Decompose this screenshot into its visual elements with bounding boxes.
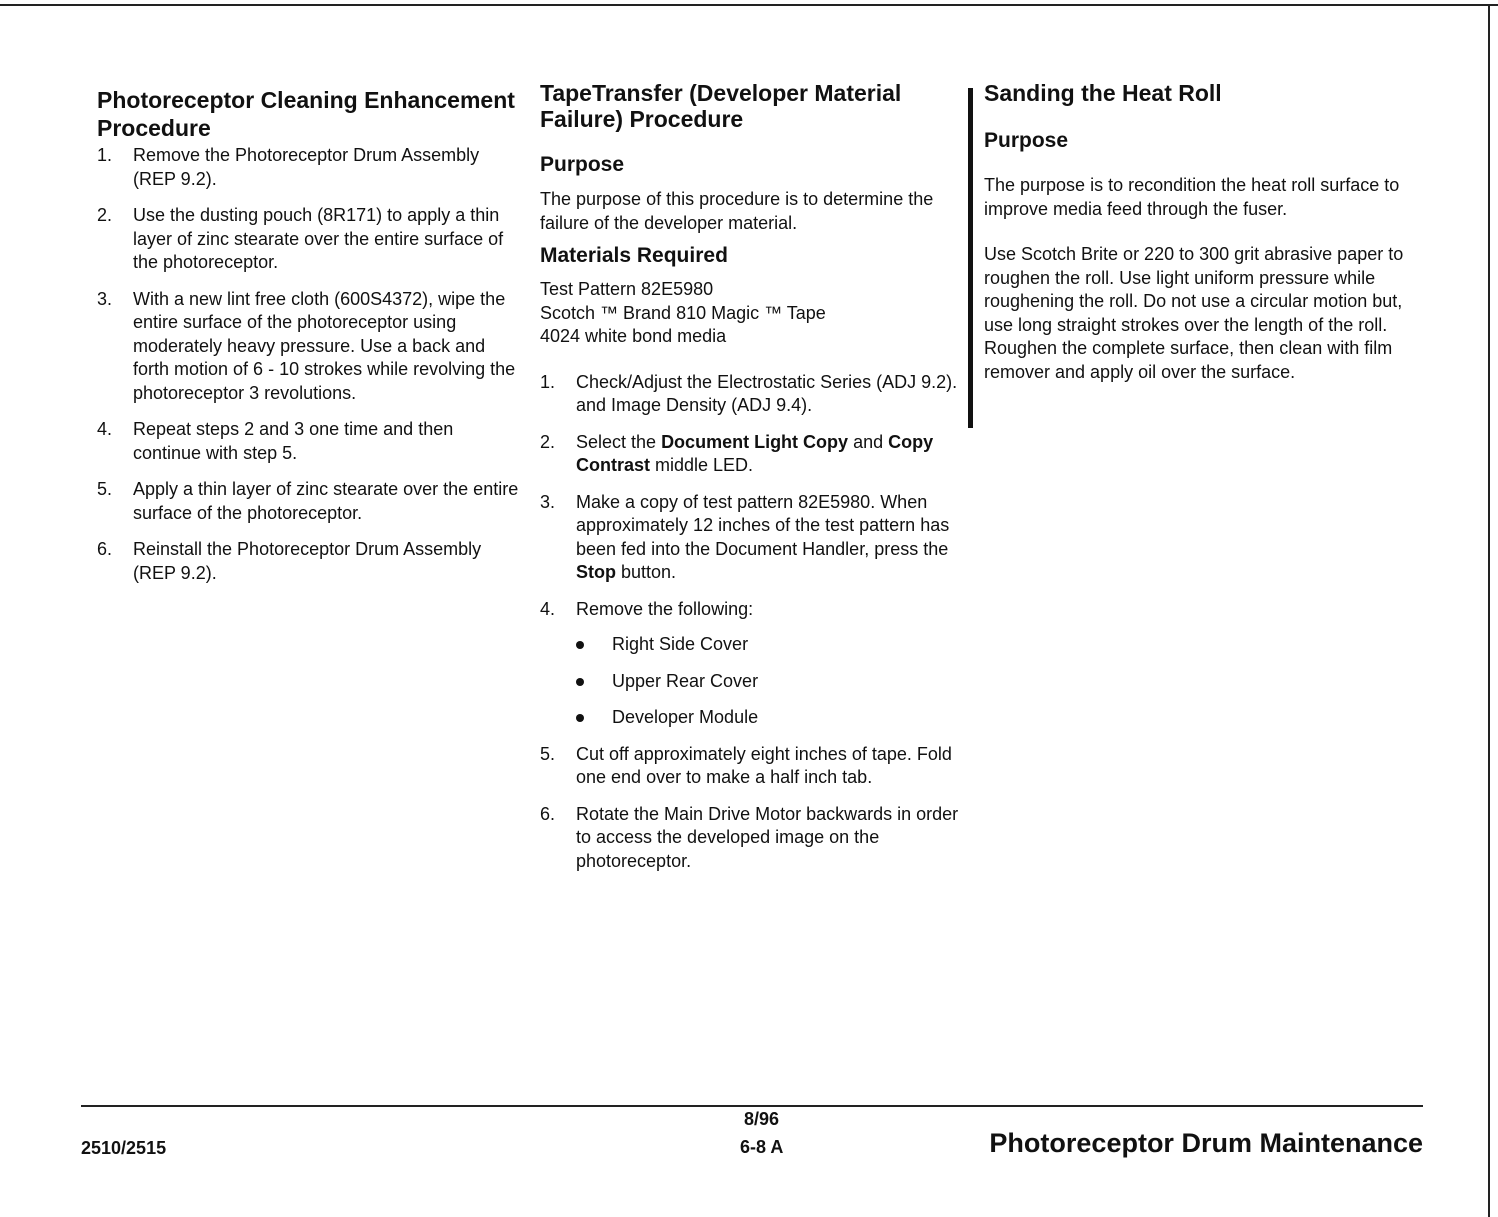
part-name: Upper Rear Cover [612,670,759,691]
tape-steps-list [540,371,960,874]
step-number: 3. [540,491,556,512]
step-text: Remove the Photoreceptor Drum Assembly (REP 9.2). [133,145,480,189]
tape-step-4 [540,598,960,730]
materials-heading: Materials Required [540,244,728,267]
stop-button-label: Stop [576,562,616,582]
step-number: 2. [540,431,556,452]
part-name: Developer Module [612,707,759,727]
step-text: Select the [576,431,662,452]
footer-section-title: Photoreceptor Drum Maintenance [989,1128,1423,1158]
tape-purpose-text: The purpose of this procedure is to determine the failure of the developer material. [540,189,934,233]
list-item [576,633,960,657]
tape-step-6 [540,803,960,874]
cleaning-step-3 [97,288,522,406]
cleaning-step-1 [97,144,522,191]
cleaning-procedure-column [97,80,522,598]
step-text: Repeat steps 2 and 3 one time and then continue with step 5. [133,419,454,463]
step-text: Remove the following: [576,598,754,619]
step-text: Make a copy of test pattern 82E5980. When approximately 12 inches of the test pattern has been fed into the Document Handler, press the [576,491,950,559]
bullet-icon [576,678,584,686]
sanding-purpose-heading: Purpose [984,129,1069,152]
cleaning-step-4 [97,418,522,465]
sanding-heat-roll-column [984,80,1414,384]
step-text: Check/Adjust the Electrostatic Series (ADJ 9.2). and Image Density (ADJ 9.4). [576,371,958,415]
step-text: Use the dusting pouch (8R171) to apply a thin layer of zinc stearate over the entire surface of the photoreceptor. [133,205,504,272]
revision-change-bar [968,88,973,428]
sanding-title: Sanding the Heat Roll [984,80,1222,106]
step-number: 1. [540,371,556,392]
cleaning-step-2 [97,204,522,275]
material-2: Scotch ™ Brand 810 Magic ™ Tape [540,302,826,323]
tape-step-3 [540,491,960,585]
step-number: 2. [97,205,113,225]
cleaning-steps-list [97,144,522,585]
step-text: Rotate the Main Drive Motor backwards in order to access the developed image on the photoreceptor. [576,803,959,871]
tape-step-2 [540,431,960,478]
material-1: Test Pattern 82E5980 [540,279,714,299]
step-text: Cut off approximately eight inches of tape. Fold one end over to make a half inch tab. [576,743,952,787]
cleaning-step-5 [97,478,522,525]
material-3: 4024 white bond media [540,326,727,346]
step-number: 1. [97,145,113,165]
footer-model-number: 2510/2515 [81,1138,167,1158]
tape-transfer-column [540,80,960,886]
cleaning-step-6 [97,538,522,585]
step-text: middle LED. [650,455,754,475]
step-number: 5. [540,743,556,764]
step-number: 4. [97,419,113,439]
tape-step-5 [540,743,960,790]
step-text: Apply a thin layer of zinc stearate over the entire surface of the photoreceptor. [133,479,519,523]
step-number: 6. [97,539,113,559]
step-text: Reinstall the Photoreceptor Drum Assembly (REP 9.2). [133,539,482,583]
remove-parts-list [576,633,960,730]
footer-rule [81,1105,1423,1107]
step-number: 3. [97,288,113,309]
tape-transfer-title: TapeTransfer (Developer Material Failure) Procedure [540,80,902,132]
tape-step-1 [540,371,960,418]
list-item [576,706,960,730]
list-item [576,670,960,694]
step-number: 6. [540,803,556,824]
sanding-instructions: Use Scotch Brite or 220 to 300 grit abrasive paper to roughen the roll. Use light uniform pressure while roughening the roll. Do not use a circular motion but, use long straight strokes over the length of the roll. Roughen the complete surface, then clean with film remover and apply oil over the surface. [984,244,1404,382]
copy-contrast-label: Copy Contrast [576,431,934,475]
step-text: and [848,431,889,452]
footer-date: 8/96 [744,1109,780,1129]
document-light-copy-label: Document Light Copy [661,431,849,452]
step-number: 5. [97,479,113,499]
right-border-rule [1488,4,1490,1217]
tape-purpose-heading: Purpose [540,153,625,176]
top-border-rule [0,4,1498,6]
bullet-icon [576,714,584,722]
step-text: With a new lint free cloth (600S4372), wipe the entire surface of the photoreceptor using moderately heavy pressure. Use a back and forth motion of 6 - 10 strokes while revolving the photoreceptor 3 revolutions. [133,288,516,403]
footer-page-number: 6-8 A [740,1137,784,1157]
step-text: button. [616,562,677,582]
part-name: Right Side Cover [612,634,749,654]
cleaning-procedure-title: Photoreceptor Cleaning Enhancement Procedure [97,87,515,141]
step-number: 4. [540,598,556,619]
sanding-purpose-text: The purpose is to recondition the heat roll surface to improve media feed through the fuser. [984,175,1400,219]
bullet-icon [576,641,584,649]
